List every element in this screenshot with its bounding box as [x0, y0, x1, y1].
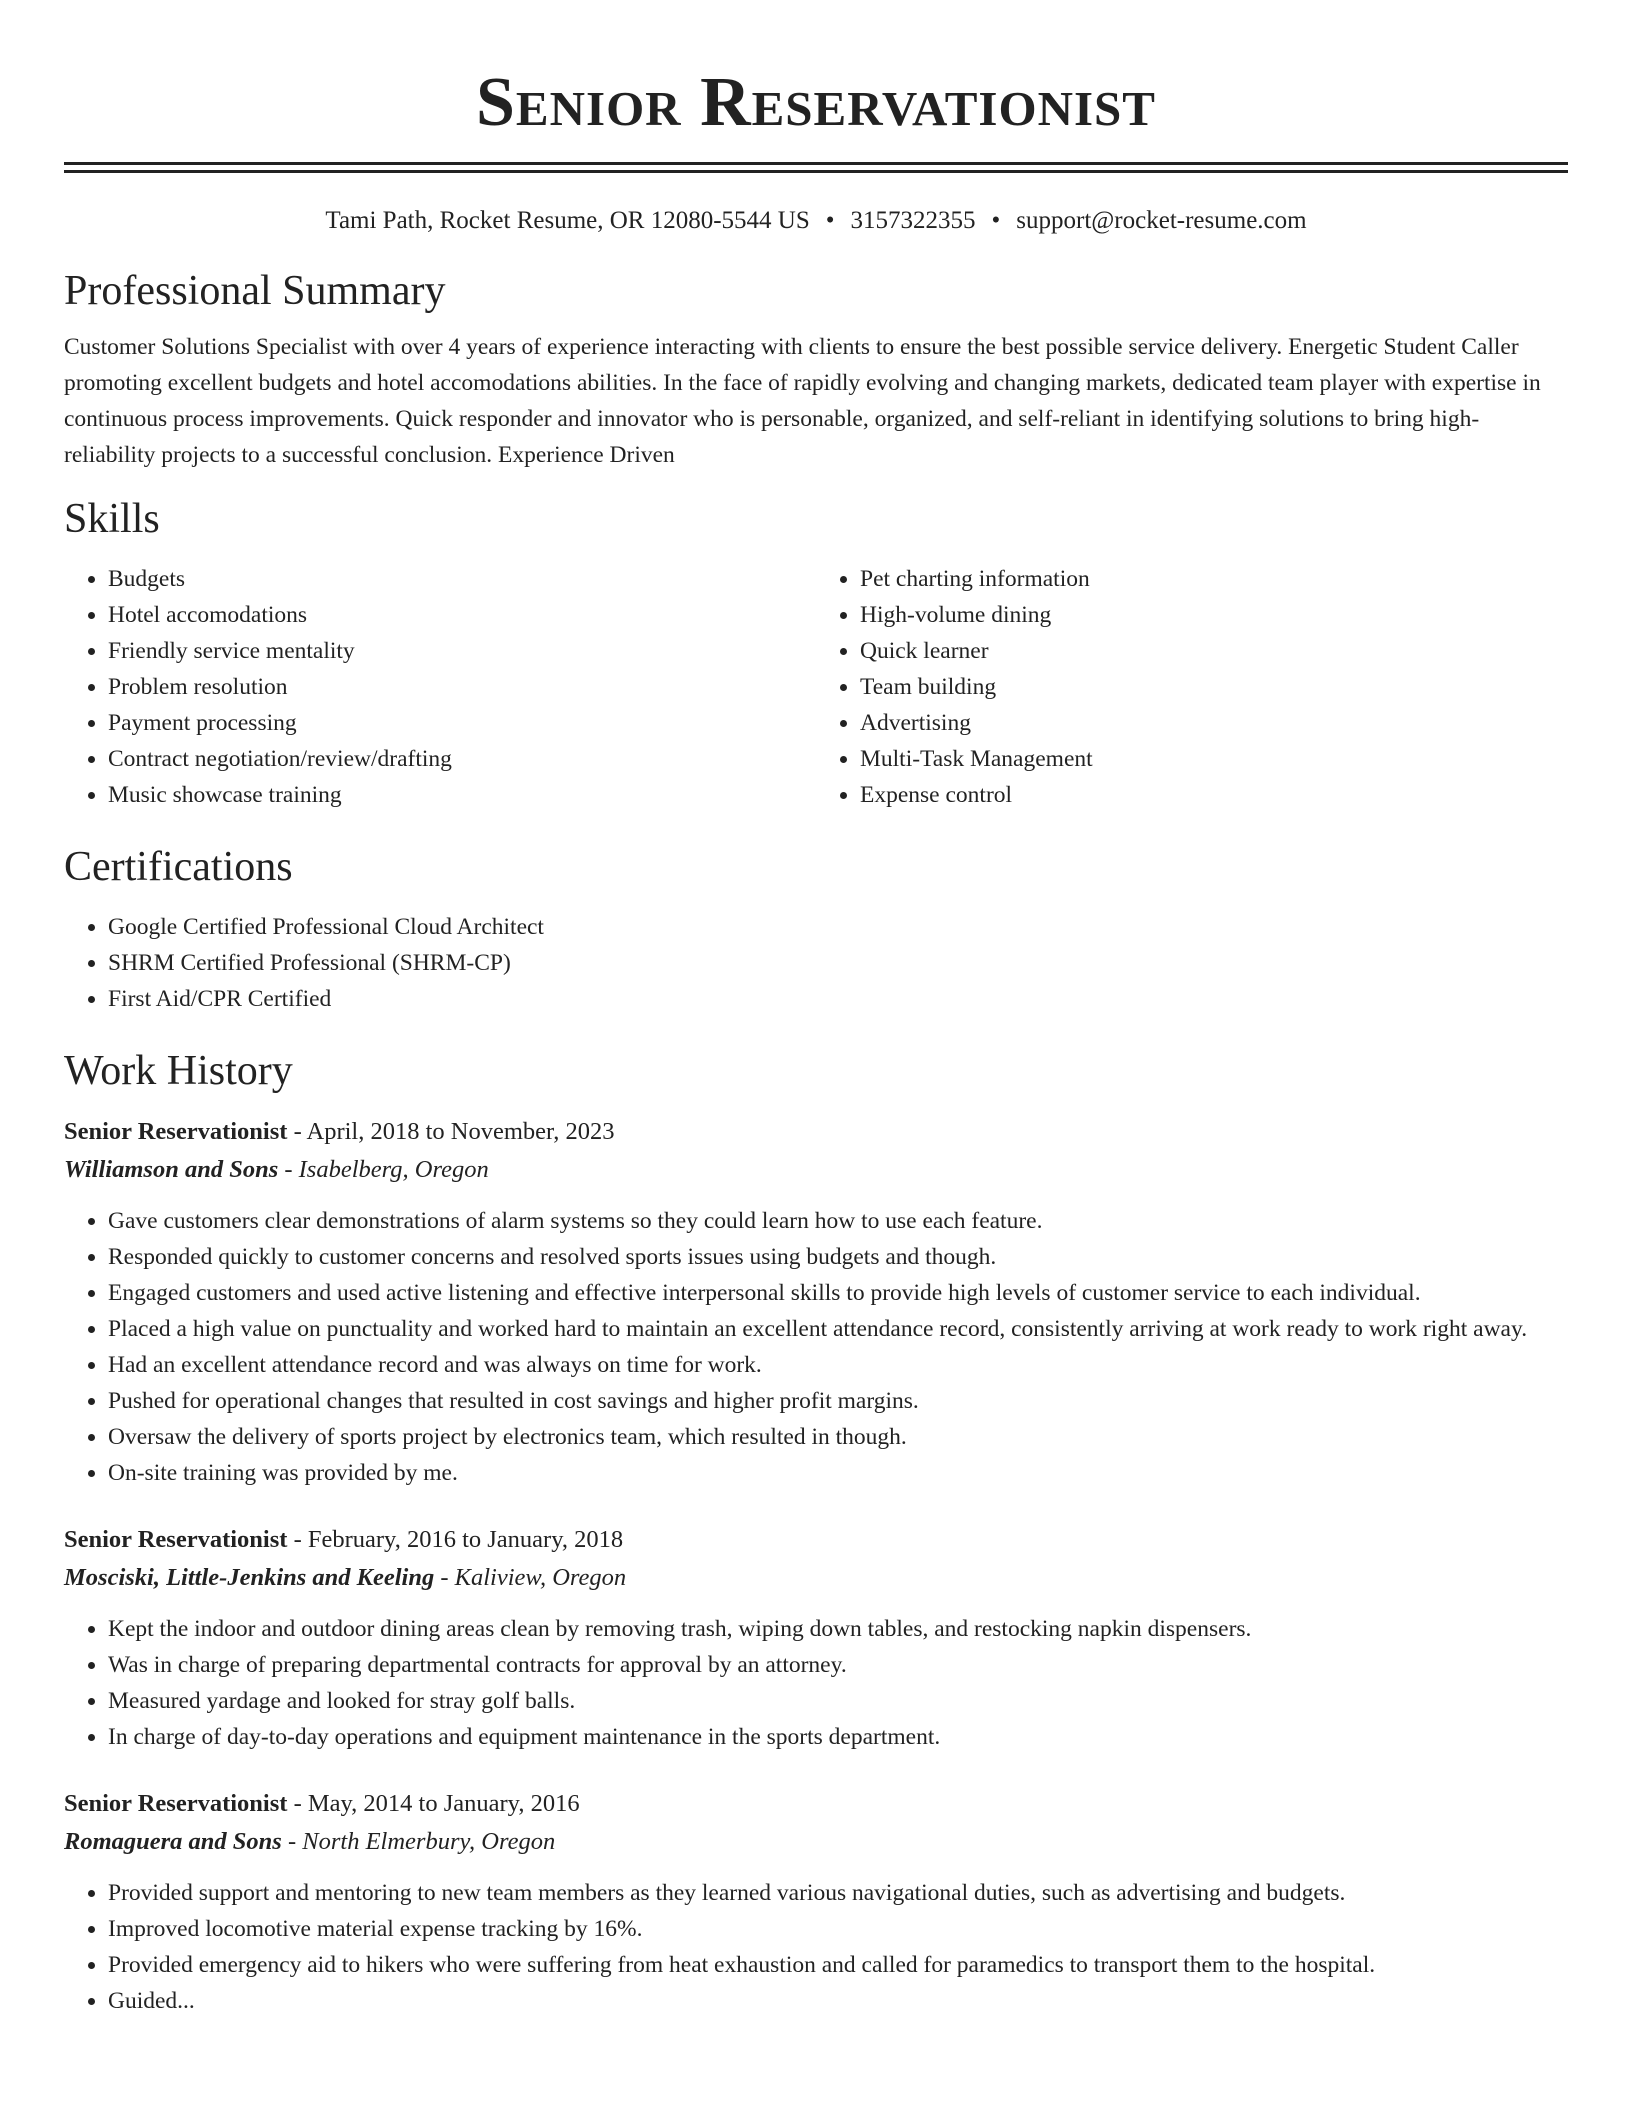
company-location: - Kaliview, Oregon — [434, 1564, 627, 1591]
title-divider — [64, 162, 1568, 173]
job-dates: - February, 2016 to January, 2018 — [287, 1526, 624, 1553]
job-title-line — [64, 1113, 1568, 1151]
job-entry — [64, 1521, 1568, 1755]
job-title: Senior Reservationist — [64, 1790, 288, 1817]
skill-item: • Multi-Task Management — [860, 741, 1568, 777]
skills-right-list — [816, 561, 1568, 813]
job-bullet: • Provided emergency aid to hikers who were suffering from heat exhaustion and called for paramedics to transport them to the hospital. — [108, 1947, 1568, 1983]
job-bullet: • Provided support and mentoring to new team members as they learned various navigational duties, such as advertising and budgets. — [108, 1875, 1568, 1911]
skill-item: • Music showcase training — [108, 777, 816, 813]
certification-item: • SHRM Certified Professional (SHRM-CP) — [108, 945, 1568, 981]
job-bullet: • Measured yardage and looked for stray golf balls. — [108, 1683, 1568, 1719]
skill-item: • Pet charting information — [860, 561, 1568, 597]
company-name: Romaguera and Sons — [64, 1828, 282, 1855]
skill-item: • Hotel accomodations — [108, 597, 816, 633]
summary-text: Customer Solutions Specialist with over 4 years of experience interacting with clients to ensure the best possible service delivery. Energetic Student Caller promoting excellent budgets and hotel accomodations abilities. In the face of rapidly evolving and changing markets, dedicated team player with expertise in continuous process improvements. Quick responder and innovator who is personable, organized, and self-reliant in identifying solutions to bring high-reliability projects to a successful conclusion. Experience Driven — [64, 334, 1541, 468]
job-bullet: • Oversaw the delivery of sports project by electronics team, which resulted in though. — [108, 1419, 1568, 1455]
job-dates: - April, 2018 to November, 2023 — [287, 1118, 615, 1145]
certification-item: • First Aid/CPR Certified — [108, 981, 1568, 1017]
work-history-heading: Work History — [64, 1048, 293, 1094]
certifications-list — [64, 909, 1568, 1017]
skills-heading: Skills — [64, 496, 160, 542]
job-title-line — [64, 1785, 1568, 1823]
certifications-heading: Certifications — [64, 844, 293, 890]
job-bullets — [64, 1875, 1568, 2019]
skill-item: • Problem resolution — [108, 669, 816, 705]
company-line — [64, 1559, 1568, 1597]
skill-item: • Budgets — [108, 561, 816, 597]
skills-left-list — [64, 561, 816, 813]
skill-item: • Quick learner — [860, 633, 1568, 669]
job-dates: - May, 2014 to January, 2016 — [287, 1790, 580, 1817]
job-bullet: • Gave customers clear demonstrations of alarm systems so they could learn how to use each feature. — [108, 1203, 1568, 1239]
job-bullets — [64, 1611, 1568, 1755]
summary-heading: Professional Summary — [64, 268, 446, 314]
contact-separator: • — [991, 207, 1001, 234]
skill-item: • Expense control — [860, 777, 1568, 813]
skills-columns — [64, 561, 1568, 813]
contact-separator: • — [825, 207, 835, 234]
resume-page — [64, 0, 1568, 2019]
job-entry — [64, 1113, 1568, 1491]
contact-address: Tami Path, Rocket Resume, OR 12080-5544 US — [325, 207, 810, 234]
certification-item: • Google Certified Professional Cloud Architect — [108, 909, 1568, 945]
job-bullet: • Placed a high value on punctuality and worked hard to maintain an excellent attendance record, consistently arriving at work ready to work right away. — [108, 1311, 1568, 1347]
company-line — [64, 1823, 1568, 1861]
job-bullet: • Kept the indoor and outdoor dining areas clean by removing trash, wiping down tables, and restocking napkin dispensers. — [108, 1611, 1568, 1647]
job-bullet: • Pushed for operational changes that resulted in cost savings and higher profit margins. — [108, 1383, 1568, 1419]
company-name: Mosciski, Little-Jenkins and Keeling — [64, 1564, 435, 1591]
job-entry — [64, 1785, 1568, 2019]
job-bullet: • Responded quickly to customer concerns and resolved sports issues using budgets and though. — [108, 1239, 1568, 1275]
job-bullet: • Had an excellent attendance record and was always on time for work. — [108, 1347, 1568, 1383]
job-bullet: • On-site training was provided by me. — [108, 1455, 1568, 1491]
job-title: Senior Reservationist — [64, 1118, 288, 1145]
job-bullet: • Guided... — [108, 1983, 1568, 2019]
job-bullet: • Improved locomotive material expense tracking by 16%. — [108, 1911, 1568, 1947]
contact-phone: 3157322355 — [850, 207, 976, 234]
job-bullet: • Was in charge of preparing departmental contracts for approval by an attorney. — [108, 1647, 1568, 1683]
resume-title: Senior Reservationist — [476, 64, 1156, 141]
job-title-line — [64, 1521, 1568, 1559]
skill-item: • Contract negotiation/review/drafting — [108, 741, 816, 777]
job-title: Senior Reservationist — [64, 1526, 288, 1553]
company-line — [64, 1151, 1568, 1189]
job-bullet: • Engaged customers and used active listening and effective interpersonal skills to provide high levels of customer service to each individual. — [108, 1275, 1568, 1311]
contact-email: support@rocket-resume.com — [1016, 207, 1307, 234]
job-bullets — [64, 1203, 1568, 1491]
company-name: Williamson and Sons — [64, 1156, 279, 1183]
skill-item: • Payment processing — [108, 705, 816, 741]
skill-item: • Advertising — [860, 705, 1568, 741]
skill-item: • Friendly service mentality — [108, 633, 816, 669]
job-bullet: • In charge of day-to-day operations and equipment maintenance in the sports department. — [108, 1719, 1568, 1755]
company-location: - Isabelberg, Oregon — [278, 1156, 489, 1183]
skill-item: • High-volume dining — [860, 597, 1568, 633]
contact-line — [64, 201, 1568, 241]
skill-item: • Team building — [860, 669, 1568, 705]
company-location: - North Elmerbury, Oregon — [281, 1828, 556, 1855]
